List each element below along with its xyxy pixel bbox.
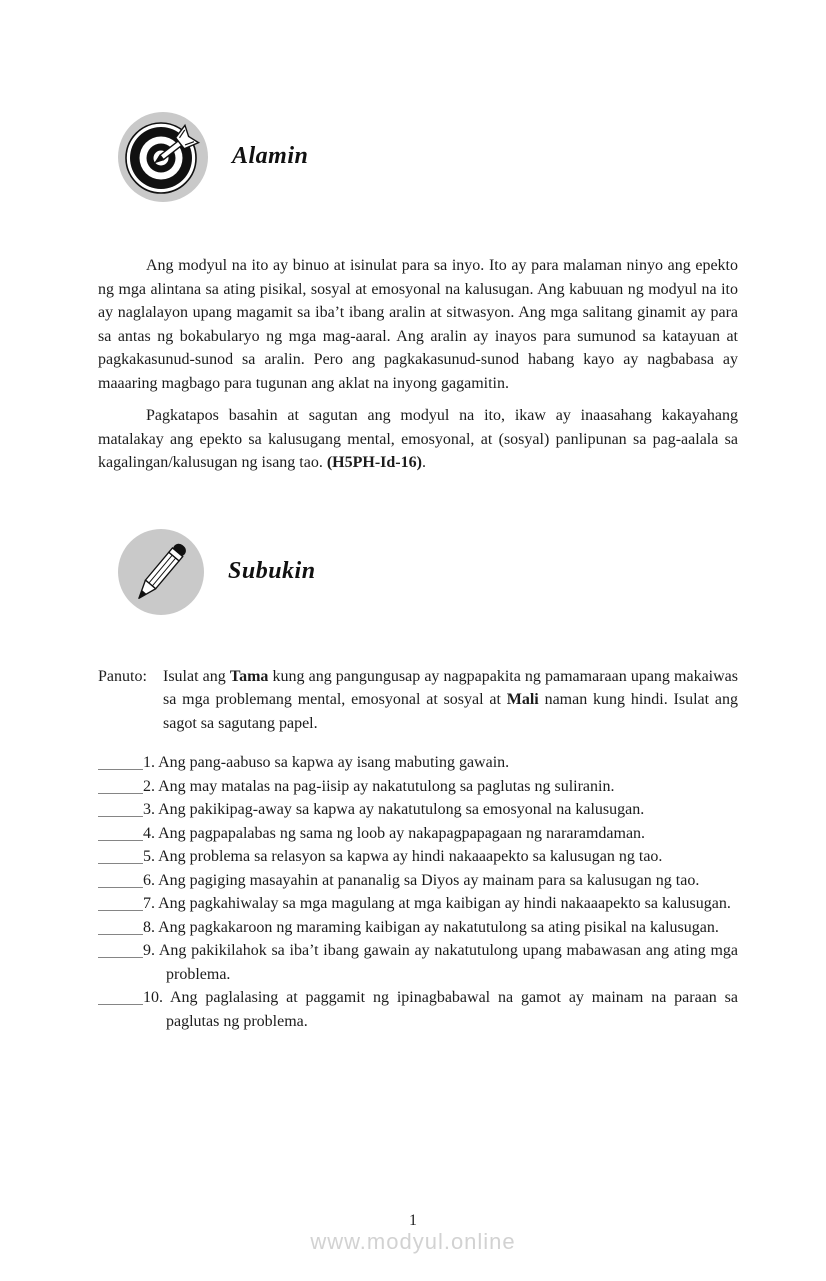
page-number: 1: [409, 1212, 417, 1229]
subukin-title: Subukin: [228, 557, 316, 584]
item-number: 8.: [143, 918, 155, 936]
item-text: Ang pagpapalabas ng sama ng loob ay nakapagpapagaan ng nararamdaman.: [158, 824, 646, 842]
answer-blank: [98, 862, 143, 864]
intro-paragraph-1: Ang modyul na ito ay binuo at isinulat para sa inyo. Ito ay para malaman ninyo ang epekto ng mga alintana sa ating pisikal, sosyal at emosyonal na kalusugan. Ang kabuuan ng modyul na ito ay naglalayon upang magamit sa iba’t ibang aralin at sitwasyon. Ang mga salitang ginamit ay para sa antas ng bokabularyo ng mga mag-aaral. Ang aralin ay inayos para sumunod sa katayuan at pagkakasunud-sunod sa aralin. Pero ang pagkakasunud-sunod habang kayo ay nagbabasa ay maaaring magbago para tugunan ang aklat na inyong gagamitin.: [98, 257, 738, 392]
panuto-label: Panuto:: [98, 667, 147, 685]
panuto-text: [163, 665, 738, 736]
panuto-segment: naman kung hindi. Isulat ang sagot sa sagutang papel.: [163, 691, 738, 732]
item-text: Ang paglalasing at paggamit ng ipinagbabawal na gamot ay mainam na paraan sa paglutas ng problema.: [166, 989, 738, 1030]
paragraph-2-period: .: [421, 454, 426, 471]
item-text: Ang may matalas na pag-iisip ay nakatutulong sa paglutas ng suliranin.: [158, 777, 615, 795]
melc-code: (H5PH-Id-16): [326, 454, 422, 471]
subukin-header: [118, 529, 738, 615]
dartboard-target-icon: [118, 112, 208, 202]
quiz-item-10: [98, 986, 738, 1033]
answer-blank: [98, 886, 143, 888]
item-number: 3.: [143, 801, 155, 818]
quiz-item-7: [98, 892, 738, 916]
quiz-item-4: [98, 822, 738, 846]
item-number: 5.: [143, 848, 155, 865]
item-text: Ang pang-aabuso sa kapwa ay isang mabuting gawain.: [158, 754, 510, 771]
quiz-item-1: [98, 751, 738, 775]
intro-paragraph-2: [98, 404, 738, 475]
quiz-item-6: [98, 869, 738, 893]
quiz-item-8: [98, 916, 738, 940]
panuto-segment: Isulat ang: [163, 667, 230, 685]
panuto-segment: kung ang pangungusap ay nagpapakita ng pamamaraan upang makaiwas sa mga problemang mental, emosyonal at sosyal at: [163, 667, 739, 708]
alamin-title: Alamin: [232, 143, 309, 170]
answer-blank: [98, 768, 143, 770]
item-number: 7.: [143, 895, 155, 912]
item-number: 4.: [143, 824, 155, 842]
item-number: 1.: [143, 754, 155, 771]
panuto-instructions: [98, 665, 738, 736]
answer-blank: [98, 933, 143, 935]
answer-blank: [98, 1003, 143, 1005]
item-text: Ang pagiging masayahin at pananalig sa Diyos ay mainam para sa kalusugan ng tao.: [158, 871, 700, 889]
item-text: Ang problema sa relasyon sa kapwa ay hindi nakaaapekto sa kalusugan ng tao.: [158, 848, 663, 865]
quiz-list: [98, 751, 738, 1033]
quiz-item-5: [98, 845, 738, 869]
alamin-header: [118, 112, 738, 202]
item-number: 2.: [143, 777, 155, 795]
item-text: Ang pagkakaroon ng maraming kaibigan ay nakatutulong sa ating pisikal na kalusugan.: [158, 918, 719, 936]
quiz-item-2: [98, 775, 738, 799]
item-text: Ang pakikipag-away sa kapwa ay nakatutulong sa emosyonal na kalusugan.: [158, 801, 645, 818]
document-page: [0, 112, 826, 1033]
item-number: 9.: [143, 942, 155, 959]
answer-blank: [98, 815, 143, 817]
quiz-item-3: [98, 798, 738, 822]
item-number: 6.: [143, 871, 155, 889]
answer-blank: [98, 909, 143, 911]
item-text: Ang pagkahiwalay sa mga magulang at mga kaibigan ay hindi nakaaapekto sa kalusugan.: [158, 895, 731, 912]
quiz-item-9: [98, 939, 738, 986]
pencil-icon: [118, 529, 204, 615]
paragraph-2-text: Pagkatapos basahin at sagutan ang modyul na ito, ikaw ay inaasahang kakayahang matalakay ang epekto sa kalusugang mental, emosyonal, at (sosyal) panlipunan sa pag-aalala sa kagalingan/kalusugan ng isang tao.: [98, 407, 738, 471]
tama-term: Tama: [229, 667, 269, 685]
answer-blank: [98, 792, 143, 794]
answer-blank: [98, 956, 143, 958]
watermark: www.modyul.online: [310, 1229, 516, 1254]
item-text: Ang pakikilahok sa iba’t ibang gawain ay nakatutulong upang mabawasan ang ating mga problema.: [158, 942, 739, 983]
item-number: 10.: [143, 989, 163, 1006]
answer-blank: [98, 839, 143, 841]
mali-term: Mali: [506, 691, 539, 708]
